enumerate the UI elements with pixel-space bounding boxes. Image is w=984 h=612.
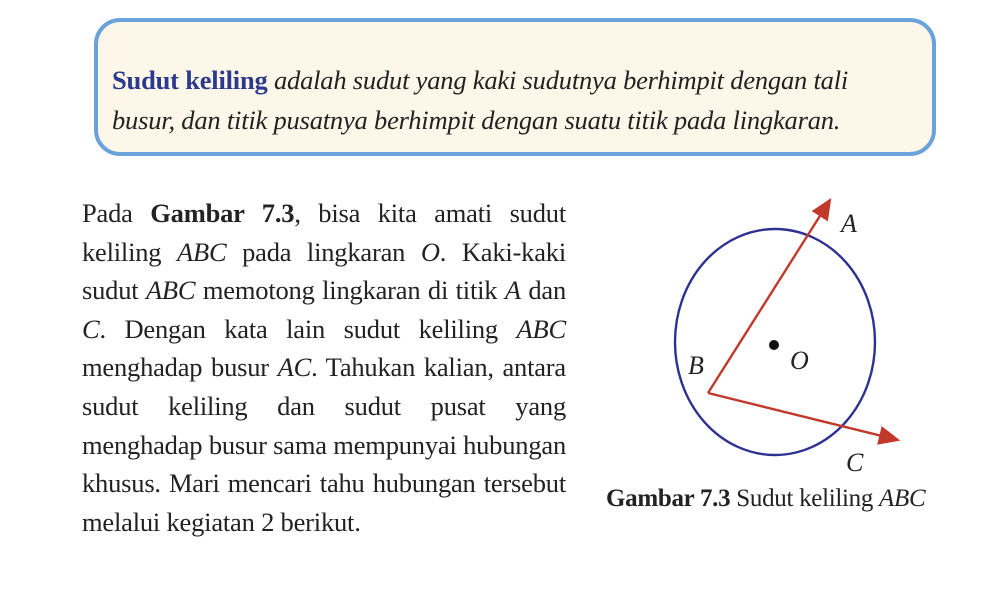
point-c-ref: C — [82, 313, 100, 344]
point-a-ref: A — [504, 275, 521, 306]
label-o: O — [790, 346, 809, 375]
arc-ac-ref: AC — [277, 352, 312, 383]
caption-angle: ABC — [879, 485, 926, 512]
para-text-9: . Tahukan kalian, antara sudut keliling dan sudut pusat yang menghadap busur sama mempunyai hubungan khusus. Mari mencari tahu hubungan tersebut melalui kegiatan 2 berikut. — [82, 352, 566, 537]
label-c: C — [846, 448, 864, 477]
ray-bc — [708, 393, 898, 440]
geometry-diagram — [600, 186, 984, 486]
definition-text: adalah sudut yang kaki sudutnya berhimpit dengan tali busur, dan titik pusatnya berhimpit dengan suatu titik pada lingkaran. — [112, 65, 849, 135]
inscribed-angle-figure — [600, 186, 984, 526]
center-point-o — [769, 340, 779, 350]
body-paragraph — [82, 194, 566, 541]
figure-reference: Gambar 7.3 — [150, 198, 295, 228]
angle-abc-3: ABC — [516, 313, 566, 344]
para-text-1: Pada — [82, 198, 151, 228]
para-text-2: , bisa kita amati sudut keliling — [82, 198, 566, 267]
circle-name: O — [420, 236, 440, 267]
para-text-5: memotong lingkaran di titik — [195, 275, 505, 306]
caption-figure-number: Gambar 7.3 — [606, 485, 731, 512]
angle-abc-1: ABC — [177, 236, 227, 267]
label-a: A — [841, 209, 857, 238]
caption-text: Sudut keliling — [730, 485, 880, 512]
figure-caption — [606, 484, 984, 514]
para-text-8: menghadap busur — [82, 352, 278, 383]
definition-term: Sudut keliling — [112, 65, 268, 95]
para-text-6: dan — [520, 275, 567, 306]
para-text-7: . Dengan kata lain sudut keliling — [99, 313, 517, 344]
definition-box — [94, 18, 936, 156]
para-text-3: pada lingkaran — [226, 236, 421, 267]
label-b: B — [688, 351, 704, 380]
angle-abc-2: ABC — [145, 275, 196, 306]
para-text-4: . Kaki-kaki sudut — [82, 236, 566, 306]
